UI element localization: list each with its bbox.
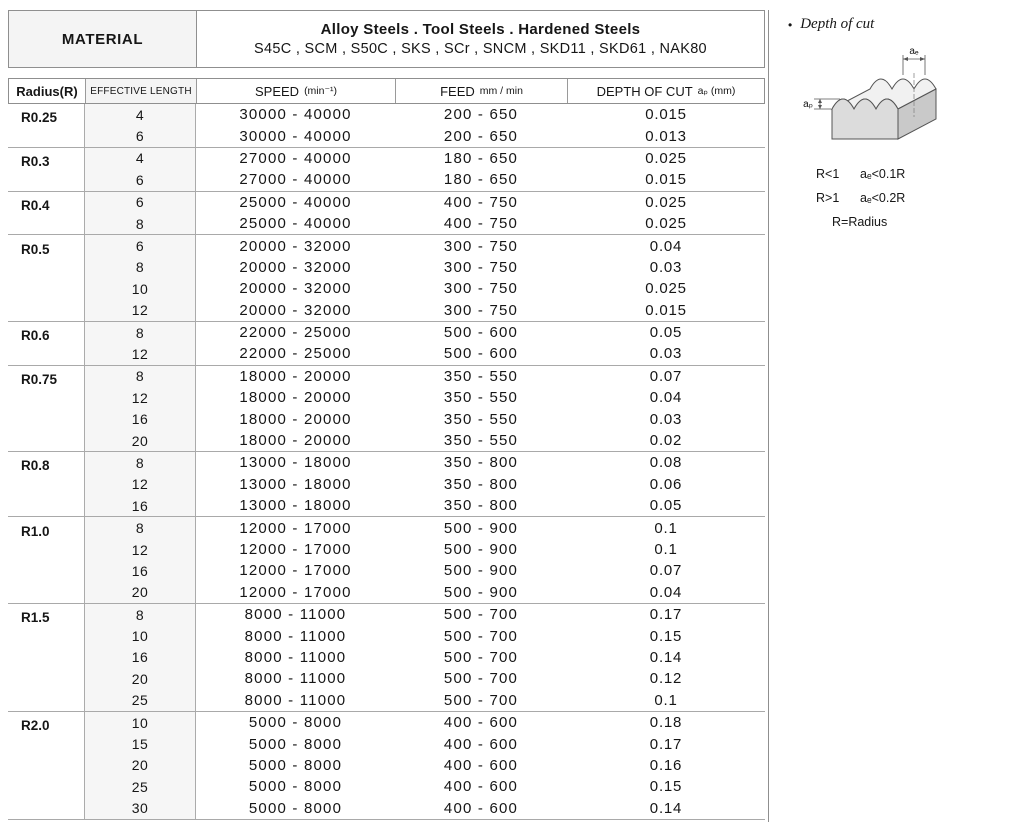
column-header-feed (396, 79, 568, 103)
depth-value: 0.03 (649, 345, 683, 363)
radius-label (8, 300, 85, 321)
radius-label (8, 169, 85, 190)
speed-value: 13000 - 18000 (239, 475, 352, 493)
panel-title: Depth of cut (800, 16, 875, 32)
radius-label (8, 474, 85, 495)
feed-value: 500 - 900 (443, 519, 519, 537)
ae-label: aₑ (909, 46, 919, 57)
table-row (8, 322, 765, 343)
column-header-effective-length: EFFECTIVE LENGTH (86, 79, 197, 103)
speed-unit: (min⁻¹) (304, 85, 338, 97)
radius-label: R0.4 (8, 192, 85, 213)
effective-length-value: 6 (85, 192, 196, 213)
table-row (8, 278, 765, 299)
feed-value: 500 - 700 (443, 691, 519, 709)
table-row (8, 213, 765, 234)
radius-label: R2.0 (8, 712, 85, 733)
note-value: aₑ<0.1R (860, 167, 906, 181)
feed-value: 350 - 550 (443, 410, 519, 428)
effective-length-value: 16 (85, 647, 196, 668)
effective-length-value: 16 (85, 560, 196, 581)
depth-value: 0.17 (649, 606, 683, 624)
depth-value: 0.02 (649, 432, 683, 450)
depth-value: 0.025 (645, 215, 687, 233)
effective-length-value: 16 (85, 408, 196, 429)
speed-value: 13000 - 18000 (239, 497, 352, 515)
table-row (8, 104, 765, 125)
feed-value: 350 - 550 (443, 432, 519, 450)
radius-group-R1.0 (8, 517, 765, 604)
depth-value: 0.1 (654, 519, 678, 537)
depth-of-cut-diagram (800, 45, 950, 157)
effective-length-value: 8 (85, 604, 196, 625)
radius-label: R0.75 (8, 366, 85, 387)
speed-value: 18000 - 20000 (239, 432, 352, 450)
feed-label: FEED (440, 83, 475, 99)
table-row (8, 798, 765, 819)
note-row-r-greater-1 (816, 191, 1004, 205)
depth-value: 0.025 (645, 193, 687, 211)
depth-unit: aₚ (mm) (697, 85, 736, 97)
effective-length-value: 6 (85, 125, 196, 146)
table-row (8, 148, 765, 169)
effective-length-value: 16 (85, 495, 196, 516)
cutting-notes (816, 167, 1004, 229)
radius-label (8, 387, 85, 408)
depth-value: 0.17 (649, 735, 683, 753)
feed-value: 350 - 550 (443, 389, 519, 407)
table-row (8, 647, 765, 668)
depth-value: 0.03 (649, 410, 683, 428)
effective-length-value: 10 (85, 625, 196, 646)
table-row (8, 625, 765, 646)
depth-value: 0.05 (649, 497, 683, 515)
material-header (8, 10, 765, 68)
table-body (8, 104, 765, 820)
speed-value: 5000 - 8000 (248, 756, 343, 774)
ae-dimension (903, 46, 925, 75)
effective-length-value: 15 (85, 733, 196, 754)
effective-length-value: 8 (85, 517, 196, 538)
depth-value: 0.025 (645, 149, 687, 167)
depth-value: 0.08 (649, 454, 683, 472)
table-row (8, 495, 765, 516)
radius-label (8, 125, 85, 146)
radius-label (8, 755, 85, 776)
speed-value: 5000 - 8000 (248, 735, 343, 753)
depth-value: 0.12 (649, 670, 683, 688)
speed-value: 13000 - 18000 (239, 454, 352, 472)
effective-length-value: 12 (85, 343, 196, 364)
depth-value: 0.06 (649, 475, 683, 493)
speed-value: 5000 - 8000 (248, 799, 343, 817)
effective-length-value: 30 (85, 798, 196, 819)
effective-length-value: 20 (85, 430, 196, 451)
speed-value: 27000 - 40000 (239, 171, 352, 189)
table-row (8, 474, 765, 495)
depth-value: 0.15 (649, 778, 683, 796)
column-header-depth-of-cut (568, 79, 764, 103)
note-value: aₑ<0.2R (860, 191, 906, 205)
depth-value: 0.1 (654, 691, 678, 709)
radius-label (8, 647, 85, 668)
table-row (8, 690, 765, 711)
speed-value: 18000 - 20000 (239, 367, 352, 385)
feed-value: 180 - 650 (443, 149, 519, 167)
effective-length-value: 10 (85, 712, 196, 733)
feed-value: 500 - 700 (443, 606, 519, 624)
radius-label: R0.5 (8, 235, 85, 256)
radius-group-R0.5 (8, 235, 765, 322)
effective-length-value: 20 (85, 755, 196, 776)
radius-group-R0.75 (8, 366, 765, 453)
speed-value: 5000 - 8000 (248, 778, 343, 796)
panel-divider (768, 10, 769, 822)
radius-label: R1.5 (8, 604, 85, 625)
radius-label (8, 625, 85, 646)
effective-length-value: 25 (85, 776, 196, 797)
feed-value: 350 - 550 (443, 367, 519, 385)
feed-unit: mm / min (479, 85, 523, 97)
feed-value: 300 - 750 (443, 280, 519, 298)
steel-grades: S45C , SCM , S50C , SKS , SCr , SNCM , SKD11 , SKD61 , NAK80 (254, 41, 707, 57)
depth-value: 0.18 (649, 714, 683, 732)
table-row (8, 387, 765, 408)
radius-label (8, 776, 85, 797)
speed-value: 5000 - 8000 (248, 714, 343, 732)
speed-value: 12000 - 17000 (239, 562, 352, 580)
feed-value: 300 - 750 (443, 258, 519, 276)
bullet-icon: • (788, 17, 793, 32)
speed-value: 22000 - 25000 (239, 345, 352, 363)
feed-value: 500 - 600 (443, 345, 519, 363)
material-description (197, 11, 764, 67)
cutting-conditions-table (8, 10, 765, 820)
front-face (832, 99, 898, 139)
table-row (8, 668, 765, 689)
table-row (8, 169, 765, 190)
effective-length-value: 12 (85, 474, 196, 495)
depth-label: DEPTH OF CUT (596, 83, 693, 99)
radius-label (8, 430, 85, 451)
table-row (8, 755, 765, 776)
note-row-r-less-1 (816, 167, 1004, 181)
feed-value: 350 - 800 (443, 497, 519, 515)
feed-value: 500 - 900 (443, 541, 519, 558)
speed-value: 8000 - 11000 (244, 648, 347, 666)
radius-label (8, 278, 85, 299)
feed-value: 500 - 700 (443, 670, 519, 688)
table-row (8, 192, 765, 213)
radius-label (8, 690, 85, 711)
effective-length-value: 8 (85, 452, 196, 473)
speed-value: 8000 - 11000 (244, 606, 347, 624)
column-header-speed (197, 79, 396, 103)
feed-value: 500 - 700 (443, 648, 519, 666)
radius-label (8, 257, 85, 278)
depth-value: 0.04 (649, 237, 683, 255)
effective-length-value: 25 (85, 690, 196, 711)
feed-value: 350 - 800 (443, 454, 519, 472)
depth-value: 0.15 (649, 627, 683, 645)
note-condition: R>1 (816, 191, 840, 205)
depth-value: 0.16 (649, 756, 683, 774)
speed-value: 30000 - 40000 (239, 106, 352, 124)
table-row (8, 733, 765, 754)
depth-value: 0.015 (645, 106, 687, 124)
radius-label: R0.6 (8, 322, 85, 343)
feed-value: 500 - 900 (443, 562, 519, 580)
depth-value: 0.04 (649, 583, 683, 601)
table-row (8, 235, 765, 256)
radius-group-R2.0 (8, 712, 765, 820)
depth-value: 0.013 (645, 127, 687, 145)
depth-value: 0.015 (645, 171, 687, 189)
radius-label: R0.25 (8, 104, 85, 125)
speed-value: 20000 - 32000 (239, 280, 352, 298)
depth-value: 0.05 (649, 324, 683, 342)
depth-of-cut-panel (788, 16, 1004, 229)
effective-length-value: 12 (85, 539, 196, 560)
depth-value: 0.025 (645, 280, 687, 298)
feed-value: 200 - 650 (443, 106, 519, 124)
radius-group-R1.5 (8, 604, 765, 712)
radius-label (8, 495, 85, 516)
speed-value: 22000 - 25000 (239, 324, 352, 342)
radius-label (8, 539, 85, 560)
table-row (8, 125, 765, 146)
radius-label (8, 582, 85, 603)
radius-label: R0.8 (8, 452, 85, 473)
radius-label (8, 798, 85, 819)
depth-value: 0.015 (645, 301, 687, 319)
feed-value: 400 - 750 (443, 215, 519, 233)
speed-value: 8000 - 11000 (244, 627, 347, 645)
table-row (8, 604, 765, 625)
feed-value: 200 - 650 (443, 127, 519, 145)
note-condition: R<1 (816, 167, 840, 181)
speed-value: 8000 - 11000 (244, 670, 347, 688)
ap-label: aₚ (803, 99, 813, 110)
feed-value: 400 - 600 (443, 756, 519, 774)
speed-value: 12000 - 17000 (239, 583, 352, 601)
effective-length-value: 12 (85, 300, 196, 321)
effective-length-value: 4 (85, 104, 196, 125)
effective-length-value: 8 (85, 366, 196, 387)
speed-value: 18000 - 20000 (239, 410, 352, 428)
table-row (8, 257, 765, 278)
column-header-row (8, 78, 765, 104)
feed-value: 180 - 650 (443, 171, 519, 189)
feed-value: 350 - 800 (443, 475, 519, 493)
radius-label (8, 213, 85, 234)
radius-label (8, 668, 85, 689)
radius-definition: R=Radius (832, 215, 888, 229)
depth-value: 0.04 (649, 389, 683, 407)
table-row (8, 712, 765, 733)
table-row (8, 430, 765, 451)
feed-value: 400 - 600 (443, 799, 519, 817)
depth-value: 0.14 (649, 799, 683, 817)
table-row (8, 776, 765, 797)
feed-value: 300 - 750 (443, 237, 519, 255)
feed-value: 400 - 600 (443, 735, 519, 753)
depth-value: 0.14 (649, 648, 683, 666)
radius-group-R0.8 (8, 452, 765, 517)
radius-group-R0.6 (8, 322, 765, 366)
speed-value: 18000 - 20000 (239, 389, 352, 407)
table-row (8, 343, 765, 364)
speed-value: 25000 - 40000 (239, 215, 352, 233)
material-label: MATERIAL (9, 11, 197, 67)
effective-length-value: 8 (85, 257, 196, 278)
radius-label (8, 733, 85, 754)
speed-value: 20000 - 32000 (239, 237, 352, 255)
radius-label: R0.3 (8, 148, 85, 169)
effective-length-value: 20 (85, 582, 196, 603)
feed-value: 400 - 600 (443, 778, 519, 796)
radius-group-R0.4 (8, 192, 765, 236)
radius-group-R0.3 (8, 148, 765, 192)
depth-value: 0.03 (649, 258, 683, 276)
table-row (8, 452, 765, 473)
radius-group-R0.25 (8, 104, 765, 148)
table-row (8, 408, 765, 429)
radius-label (8, 408, 85, 429)
effective-length-value: 4 (85, 148, 196, 169)
feed-value: 400 - 600 (443, 714, 519, 732)
feed-value: 300 - 750 (443, 301, 519, 319)
column-header-radius: Radius(R) (9, 79, 86, 103)
depth-value: 0.1 (654, 541, 678, 558)
feed-value: 500 - 700 (443, 627, 519, 645)
speed-label: SPEED (254, 83, 300, 99)
table-row (8, 539, 765, 560)
radius-label: R1.0 (8, 517, 85, 538)
speed-value: 27000 - 40000 (239, 149, 352, 167)
speed-value: 12000 - 17000 (239, 541, 352, 558)
table-row (8, 517, 765, 538)
feed-value: 400 - 750 (443, 193, 519, 211)
depth-value: 0.07 (649, 367, 683, 385)
speed-value: 25000 - 40000 (239, 193, 352, 211)
speed-value: 20000 - 32000 (239, 301, 352, 319)
table-row (8, 560, 765, 581)
feed-value: 500 - 900 (443, 583, 519, 601)
feed-value: 500 - 600 (443, 324, 519, 342)
radius-label (8, 343, 85, 364)
effective-length-value: 6 (85, 169, 196, 190)
table-row (8, 366, 765, 387)
steel-types: Alloy Steels . Tool Steels . Hardened Steels (320, 21, 641, 38)
effective-length-value: 8 (85, 213, 196, 234)
effective-length-value: 10 (85, 278, 196, 299)
depth-value: 0.07 (649, 562, 683, 580)
panel-title-row (788, 16, 1004, 33)
effective-length-value: 12 (85, 387, 196, 408)
effective-length-value: 6 (85, 235, 196, 256)
speed-value: 30000 - 40000 (239, 127, 352, 145)
speed-value: 12000 - 17000 (239, 519, 352, 537)
table-row (8, 582, 765, 603)
radius-label (8, 560, 85, 581)
table-row (8, 300, 765, 321)
speed-value: 8000 - 11000 (244, 691, 347, 709)
effective-length-value: 8 (85, 322, 196, 343)
effective-length-value: 20 (85, 668, 196, 689)
speed-value: 20000 - 32000 (239, 258, 352, 276)
